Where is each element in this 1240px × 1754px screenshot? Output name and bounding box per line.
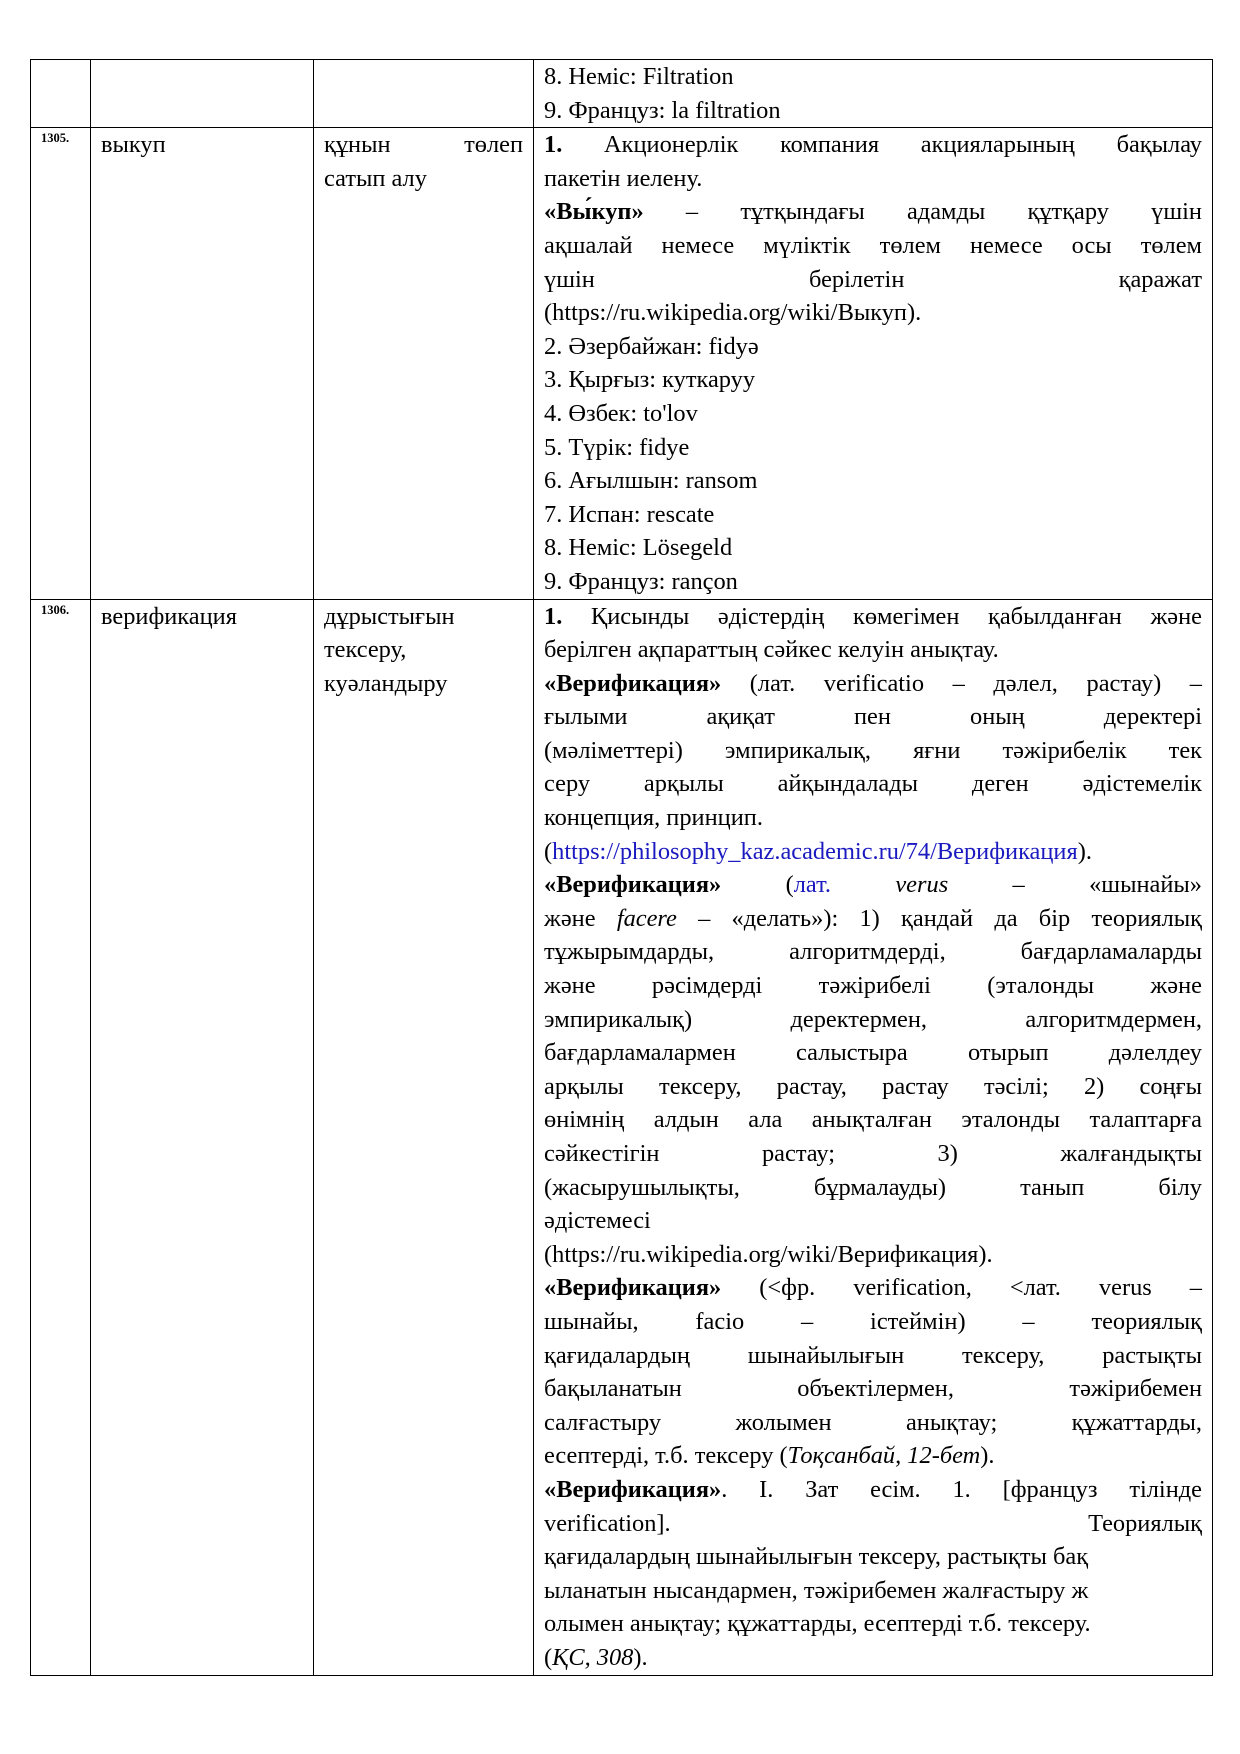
- definition-line: 8. Неміс: Filtration: [544, 63, 734, 90]
- text-segment: Акционерлік компания акцияларының бақылау: [562, 131, 1202, 159]
- table-row: [31, 60, 1213, 128]
- definition-line: үшін берілетін қаражат: [544, 265, 1202, 293]
- text-segment: Тоқсанбай, 12-бет: [787, 1442, 981, 1470]
- text-segment: – тұтқындағы адамды құтқару үшін: [643, 198, 1202, 226]
- definition-line: 7. Испан: rescate: [544, 500, 715, 528]
- definition-line: 9. Француз: la filtration: [544, 96, 781, 124]
- table-row: [31, 599, 1213, 1675]
- text-segment: (<фр. verification, <лат. verus –: [721, 1274, 1202, 1302]
- definition-line: 9. Француз: rançon: [544, 567, 738, 595]
- text-segment: ).: [633, 1643, 648, 1671]
- text-segment: . І. Зат есім. 1. [француз тілінде: [721, 1475, 1202, 1503]
- text-segment: (: [544, 1643, 553, 1671]
- definition-line: ақшалай немесе мүліктік төлем немесе осы төлем: [544, 231, 1202, 259]
- definition-line: бағдарламалармен салыстыра отырып дәлелдеу: [544, 1039, 1202, 1067]
- text-segment: facere: [616, 904, 677, 932]
- definition-line: [544, 1439, 1202, 1473]
- text-segment: «Верификация»: [544, 1274, 722, 1302]
- definition-line: 3. Қырғыз: куткаруу: [544, 366, 756, 394]
- definition-line: (жасырушылықты, бұрмалауды) танып білу: [544, 1173, 1202, 1201]
- definition-line: арқылы тексеру, растау, растау тәсілі; 2) соңғы: [544, 1072, 1202, 1100]
- definition-line: әдістемесі: [544, 1207, 651, 1235]
- kazakh-line: құнын төлеп: [324, 131, 523, 159]
- definition-line: (https://ru.wikipedia.org/wiki/Выкуп).: [544, 299, 922, 327]
- definition-line: [544, 195, 1202, 229]
- text-segment: Қисынды әдістердің көмегімен қабылданған және: [562, 602, 1202, 630]
- table-row: [31, 128, 1213, 599]
- text-segment: 1.: [544, 602, 563, 630]
- definition-line: концепция, принцип.: [544, 804, 763, 832]
- text-segment: (: [544, 837, 553, 865]
- kazakh-line: куәландыру: [324, 669, 448, 697]
- definition-line: 5. Түрік: fidye: [544, 433, 690, 461]
- definition-line: шынайы, facio – істеймін) – теориялық: [544, 1307, 1202, 1335]
- definition-line: [544, 835, 1202, 869]
- entry-definition: [534, 599, 1213, 1675]
- kazakh-line: тексеру,: [324, 636, 407, 664]
- text-segment: есептерді, т.б. тексеру (: [544, 1442, 788, 1470]
- kazakh-line: сатып алу: [324, 164, 427, 192]
- text-segment: – «делать»): 1) қандай да бір теориялық: [676, 904, 1202, 932]
- definition-line: ыланатын нысандармен, тәжірибемен жалғастыру ж: [544, 1576, 1089, 1604]
- text-segment: «Верификация»: [544, 1475, 722, 1503]
- definition-line: тұжырымдарды, алгоритмдерді, бағдарламаларды: [544, 938, 1202, 966]
- definition-line: [544, 128, 1202, 162]
- kazakh-line: дұрыстығын: [324, 602, 455, 630]
- text-segment: және: [544, 904, 617, 932]
- definition-line: [544, 868, 1202, 902]
- definition-line: сәйкестігін растау; 3) жалғандықты: [544, 1140, 1202, 1167]
- entry-number: 1306.: [31, 599, 91, 1675]
- text-segment: verus: [895, 871, 949, 899]
- definition-line: қағидалардың шынайылығын тексеру, растықты бақ: [544, 1543, 1089, 1571]
- text-segment: ).: [980, 1442, 995, 1470]
- definition-line: [544, 667, 1202, 701]
- definition-line: 8. Неміс: Lösegeld: [544, 534, 733, 562]
- definition-line: 6. Ағылшын: ransom: [544, 467, 758, 495]
- link-text[interactable]: https://philosophy_kaz.academic.ru/74/Верификация: [552, 837, 1078, 865]
- definition-line: verification]. Теориялық: [544, 1509, 1202, 1537]
- definition-line: салғастыру жолымен анықтау; құжаттарды,: [544, 1408, 1202, 1436]
- entry-term: [91, 60, 314, 128]
- definition-line: 2. Әзербайжан: fidyə: [544, 332, 759, 360]
- definition-line: берілген ақпараттың сәйкес келуін анықтау.: [544, 636, 999, 664]
- definition-line: 4. Өзбек: to'lov: [544, 399, 698, 427]
- definition-line: [544, 902, 1202, 936]
- text-segment: ).: [1077, 837, 1092, 865]
- definition-line: [544, 1641, 1202, 1675]
- definition-line: пакетін иелену.: [544, 164, 703, 192]
- text-segment: 1.: [544, 131, 563, 159]
- text-segment: [831, 871, 895, 898]
- dictionary-table: [30, 59, 1213, 1676]
- entry-number: 1305.: [31, 128, 91, 599]
- entry-kazakh-translation: [314, 60, 534, 128]
- entry-kazakh-translation: [314, 599, 534, 1675]
- entry-definition: [534, 128, 1213, 599]
- text-segment: «Верификация»: [544, 669, 722, 697]
- definition-line: [544, 1271, 1202, 1305]
- text-segment: ҚС, 308: [552, 1643, 634, 1671]
- text-segment: – «шынайы»: [948, 871, 1202, 899]
- entry-definition: [534, 60, 1213, 128]
- definition-line: қағидалардың шынайылығын тексеру, растықты: [544, 1341, 1202, 1369]
- text-segment: «Верификация»: [544, 871, 722, 899]
- text-segment: «Вы́куп»: [544, 198, 644, 226]
- dictionary-table-body: [31, 60, 1213, 1676]
- definition-line: [544, 600, 1202, 634]
- entry-kazakh-translation: [314, 128, 534, 599]
- text-segment: (: [721, 871, 794, 899]
- definition-line: және рәсімдерді тәжірибелі (эталонды және: [544, 972, 1202, 1000]
- definition-line: серу арқылы айқындалады деген әдістемелік: [544, 770, 1202, 798]
- definition-line: [544, 1473, 1202, 1507]
- definition-line: бақыланатын объектілермен, тәжірибемен: [544, 1375, 1202, 1403]
- definition-line: ғылыми ақиқат пен оның деректері: [544, 703, 1202, 731]
- link-text[interactable]: лат.: [793, 871, 831, 899]
- definition-line: олымен анықтау; құжаттарды, есептерді т.б. тексеру.: [544, 1610, 1091, 1638]
- entry-term: верификация: [91, 599, 314, 1675]
- definition-line: эмпирикалық) деректермен, алгоритмдермен,: [544, 1005, 1202, 1033]
- definition-line: өнімнің алдын ала анықталған эталонды талаптарға: [544, 1106, 1202, 1134]
- entry-term: выкуп: [91, 128, 314, 599]
- definition-line: (https://ru.wikipedia.org/wiki/Верификация).: [544, 1240, 993, 1268]
- text-segment: (лат. verificatio – дәлел, растау) –: [721, 669, 1202, 697]
- entry-number: [31, 60, 91, 128]
- definition-line: (мәліметтері) эмпирикалық, яғни тәжірибелік тек: [544, 736, 1202, 764]
